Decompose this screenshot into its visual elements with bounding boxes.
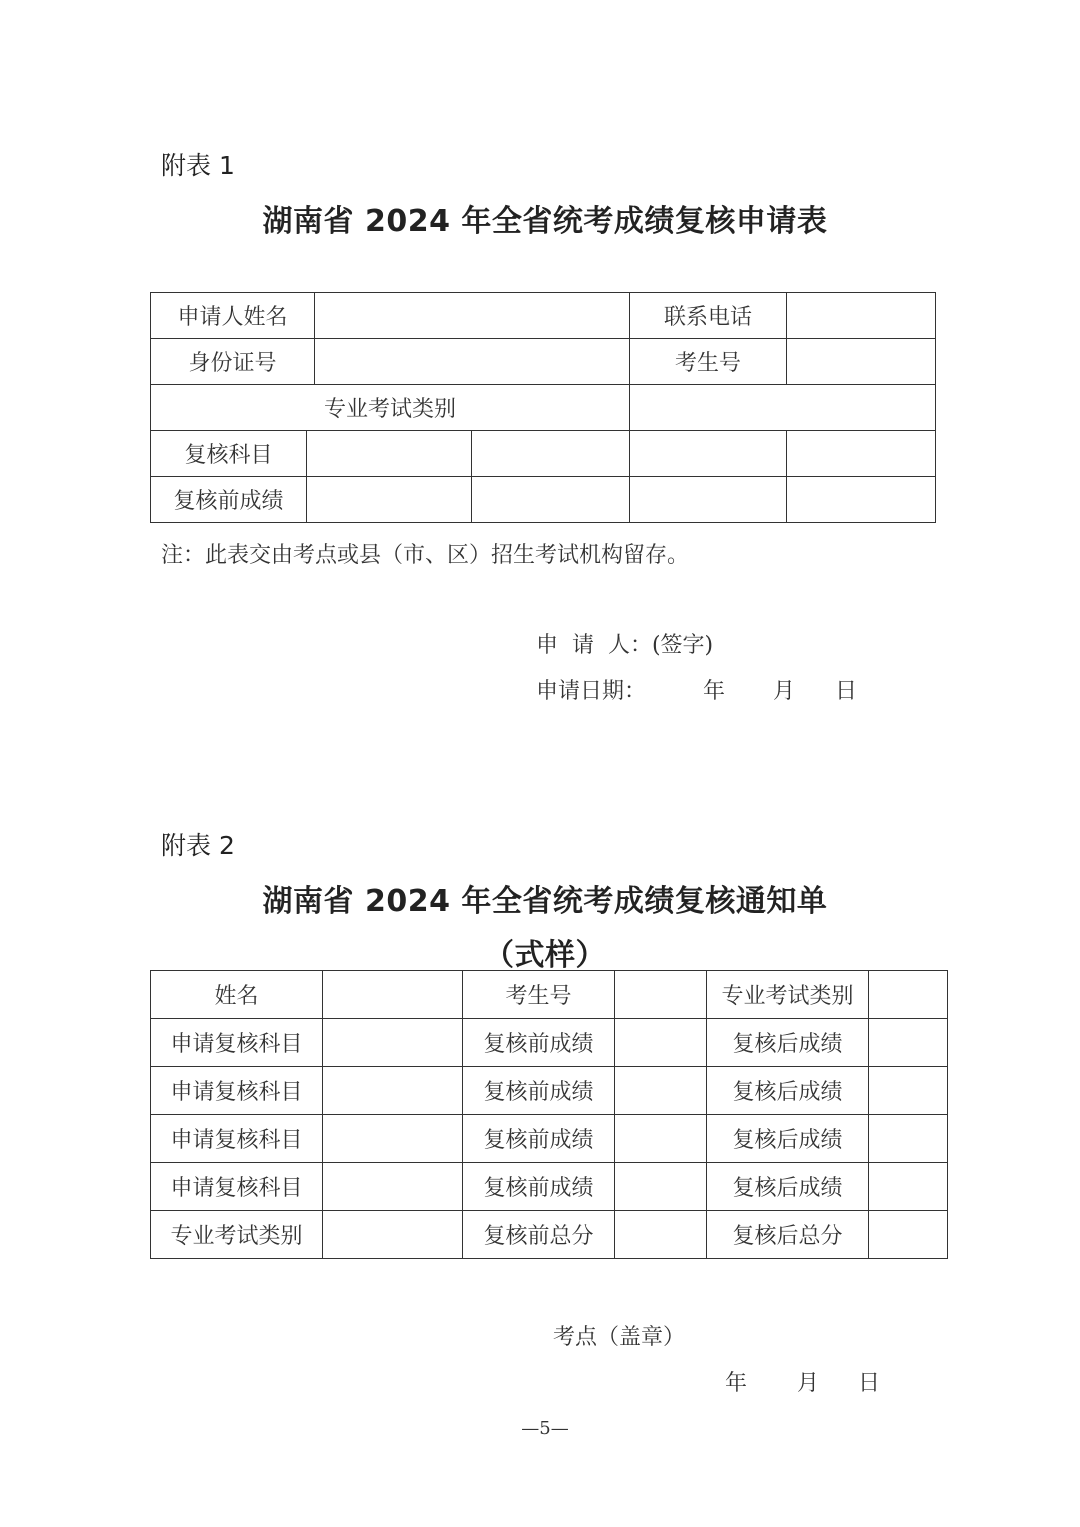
form1-title: 湖南省 2024 年全省统考成绩复核申请表	[262, 204, 828, 239]
form2-subtitle: （式样）	[484, 938, 606, 973]
name-label: 姓名	[151, 971, 323, 1019]
review-subject-field-4[interactable]	[787, 431, 936, 477]
row-field[interactable]	[323, 1115, 463, 1163]
row-field[interactable]	[323, 1067, 463, 1115]
exam-number-label: 考生号	[630, 339, 787, 385]
applicant-name-field[interactable]	[315, 293, 630, 339]
id-number-label: 身份证号	[151, 339, 315, 385]
row-label-post-total: 复核后总分	[707, 1211, 869, 1259]
table-row	[151, 1019, 948, 1067]
row-field[interactable]	[869, 1163, 948, 1211]
pre-review-score-field-4[interactable]	[787, 477, 936, 523]
notice-date-month: 月	[797, 1371, 820, 1396]
review-subject-field-1[interactable]	[307, 431, 472, 477]
pre-review-score-field-3[interactable]	[630, 477, 787, 523]
phone-field[interactable]	[787, 293, 936, 339]
id-number-field[interactable]	[315, 339, 630, 385]
pre-review-score-field-2[interactable]	[472, 477, 630, 523]
row-label-post: 复核后成绩	[707, 1115, 869, 1163]
row-field[interactable]	[869, 1019, 948, 1067]
applicant-name-label: 申请人姓名	[151, 293, 315, 339]
exam-category-field[interactable]	[869, 971, 948, 1019]
row-field[interactable]	[615, 1115, 707, 1163]
row-field[interactable]	[615, 1067, 707, 1115]
table-row	[151, 1115, 948, 1163]
row-label-post: 复核后成绩	[707, 1163, 869, 1211]
application-date-label: 申请日期：	[536, 679, 647, 704]
row-field[interactable]	[323, 1163, 463, 1211]
row-label-subject: 申请复核科目	[151, 1163, 323, 1211]
application-date-year: 年	[703, 679, 726, 704]
row-field[interactable]	[869, 1115, 948, 1163]
row-field[interactable]	[323, 1019, 463, 1067]
row-field[interactable]	[615, 1019, 707, 1067]
exam-number-field[interactable]	[787, 339, 936, 385]
exam-number-field[interactable]	[615, 971, 707, 1019]
notice-date-year: 年	[725, 1371, 748, 1396]
table-row	[151, 1211, 948, 1259]
row-field[interactable]	[615, 1163, 707, 1211]
row-label-pre: 复核前成绩	[463, 1019, 615, 1067]
name-field[interactable]	[323, 971, 463, 1019]
phone-label: 联系电话	[630, 293, 787, 339]
row-label-pre-total: 复核前总分	[463, 1211, 615, 1259]
notice-date-day: 日	[858, 1371, 881, 1396]
table-row	[151, 1067, 948, 1115]
applicant-signature-label: 申 请 人：(签字)	[536, 633, 714, 658]
exam-category-label: 专业考试类别	[707, 971, 869, 1019]
review-subject-field-2[interactable]	[472, 431, 630, 477]
row-label-subject: 申请复核科目	[151, 1067, 323, 1115]
pre-review-score-field-1[interactable]	[307, 477, 472, 523]
pre-review-score-label: 复核前成绩	[151, 477, 307, 523]
exam-number-label: 考生号	[463, 971, 615, 1019]
application-date-day: 日	[835, 679, 858, 704]
row-label-post: 复核后成绩	[707, 1019, 869, 1067]
exam-site-stamp-label: 考点（盖章）	[553, 1325, 686, 1350]
application-date-month: 月	[773, 679, 796, 704]
table-row	[151, 1163, 948, 1211]
row-label-subject: 申请复核科目	[151, 1115, 323, 1163]
exam-category-field[interactable]	[630, 385, 936, 431]
row-field[interactable]	[323, 1211, 463, 1259]
form1-note: 注：此表交由考点或县（市、区）招生考试机构留存。	[161, 543, 690, 568]
attachment-label-1: 附表 1	[161, 151, 235, 180]
review-subject-field-3[interactable]	[630, 431, 787, 477]
row-label-post: 复核后成绩	[707, 1067, 869, 1115]
page-number: —5—	[521, 1418, 569, 1439]
row-label-pre: 复核前成绩	[463, 1115, 615, 1163]
row-label-pre: 复核前成绩	[463, 1067, 615, 1115]
review-application-table	[150, 292, 936, 523]
exam-category-label: 专业考试类别	[151, 385, 630, 431]
row-label-subject: 申请复核科目	[151, 1019, 323, 1067]
review-subject-label: 复核科目	[151, 431, 307, 477]
row-field[interactable]	[869, 1067, 948, 1115]
row-label-pre: 复核前成绩	[463, 1163, 615, 1211]
attachment-label-2: 附表 2	[161, 831, 235, 860]
row-field[interactable]	[869, 1211, 948, 1259]
form2-title: 湖南省 2024 年全省统考成绩复核通知单	[262, 884, 828, 919]
review-notice-table	[150, 970, 948, 1259]
row-field[interactable]	[615, 1211, 707, 1259]
row-label-category: 专业考试类别	[151, 1211, 323, 1259]
